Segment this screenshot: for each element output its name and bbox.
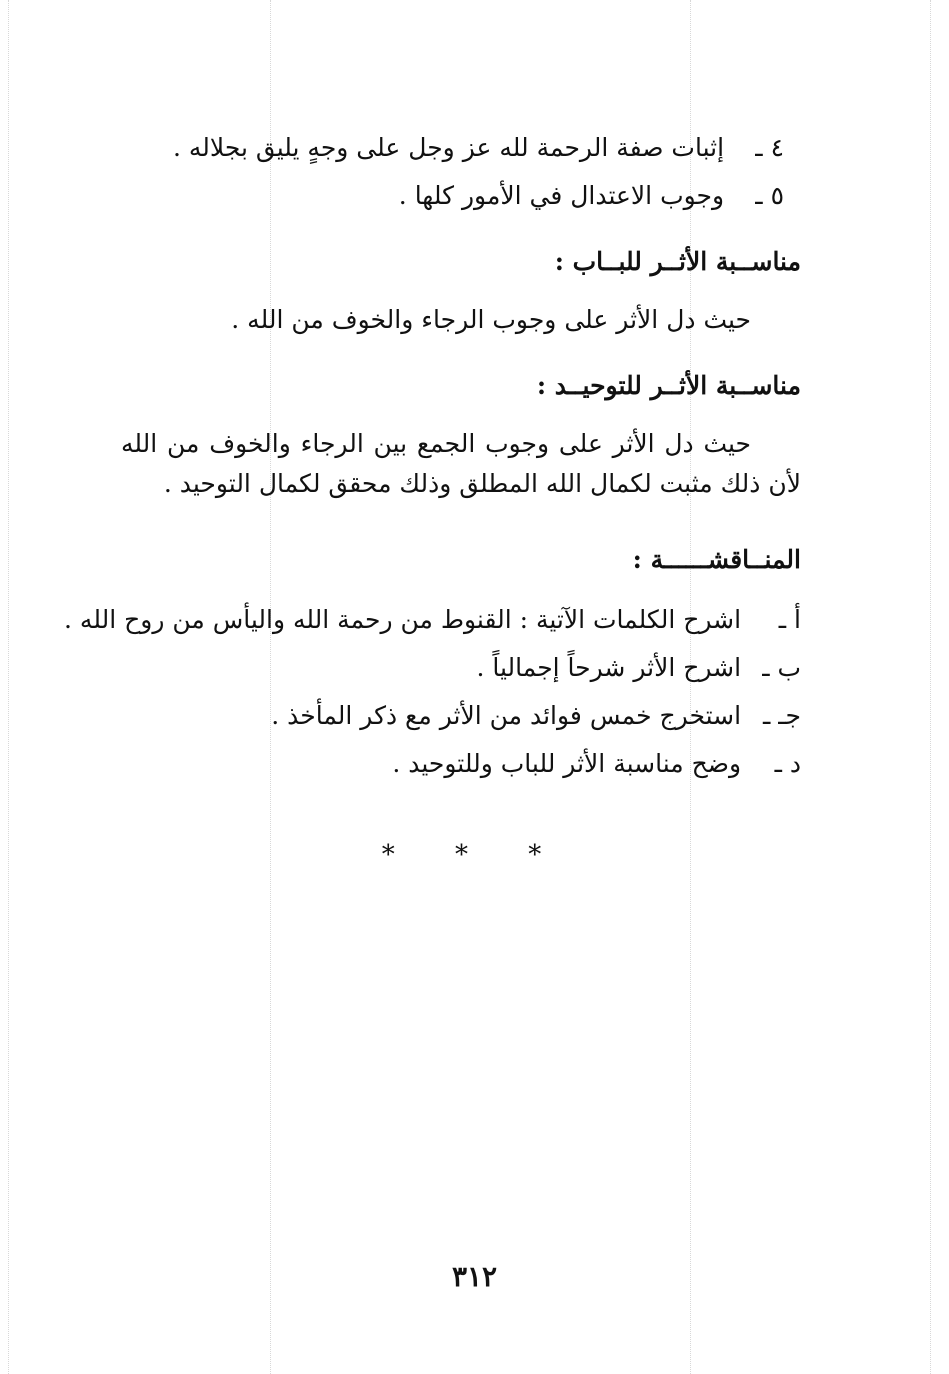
scan-dot-line [930, 0, 931, 1374]
discussion-heading: المنــاقشــــــة : [632, 545, 801, 574]
point-number: ٤ ـ [755, 133, 784, 162]
question-number: ب ـ [762, 653, 801, 682]
question-text: وضح مناسبة الأثر للباب وللتوحيد . [392, 749, 742, 778]
page-number: ٣١٢ [451, 1260, 498, 1293]
point-text: وجوب الاعتدال في الأمور كلها . [398, 181, 725, 210]
point-text: إثبات صفة الرحمة لله عز وجل على وجهٍ يليق بجلاله . [172, 133, 725, 162]
question-number: جـ ـ [762, 701, 801, 730]
point-number: ٥ ـ [755, 181, 784, 210]
question-b [476, 648, 801, 688]
question-text: اشرح الكلمات الآتية : القنوط من رحمة الله واليأس من روح الله . [64, 605, 742, 634]
question-text: استخرج خمس فوائد من الأثر مع ذكر المأخذ . [271, 701, 742, 730]
section-body-bab: حيث دل الأثر على وجوب الرجاء والخوف من الله . [231, 305, 751, 334]
section-separator: * * * [381, 840, 568, 870]
scan-dot-line [8, 0, 9, 1374]
question-d [392, 744, 801, 784]
question-c [271, 696, 801, 736]
point-5 [399, 176, 784, 216]
section-heading-tawhid: مناســبة الأثــر للتوحيــد : [536, 371, 801, 400]
question-number: د ـ [774, 749, 801, 778]
section-heading-bab: مناســبة الأثــر للبــاب : [554, 247, 801, 276]
point-4 [173, 128, 784, 168]
section-body-tawhid: حيث دل الأثر على وجوب الجمع بين الرجاء والخوف من الله لأن ذلك مثبت لكمال الله المطلق وذلك محقق لكمال التوحيد . [121, 429, 801, 498]
question-a [64, 600, 801, 640]
question-text: اشرح الأثر شرحاً إجمالياً . [476, 653, 742, 682]
scan-dot-line [270, 0, 271, 1374]
question-number: أ ـ [778, 605, 801, 634]
